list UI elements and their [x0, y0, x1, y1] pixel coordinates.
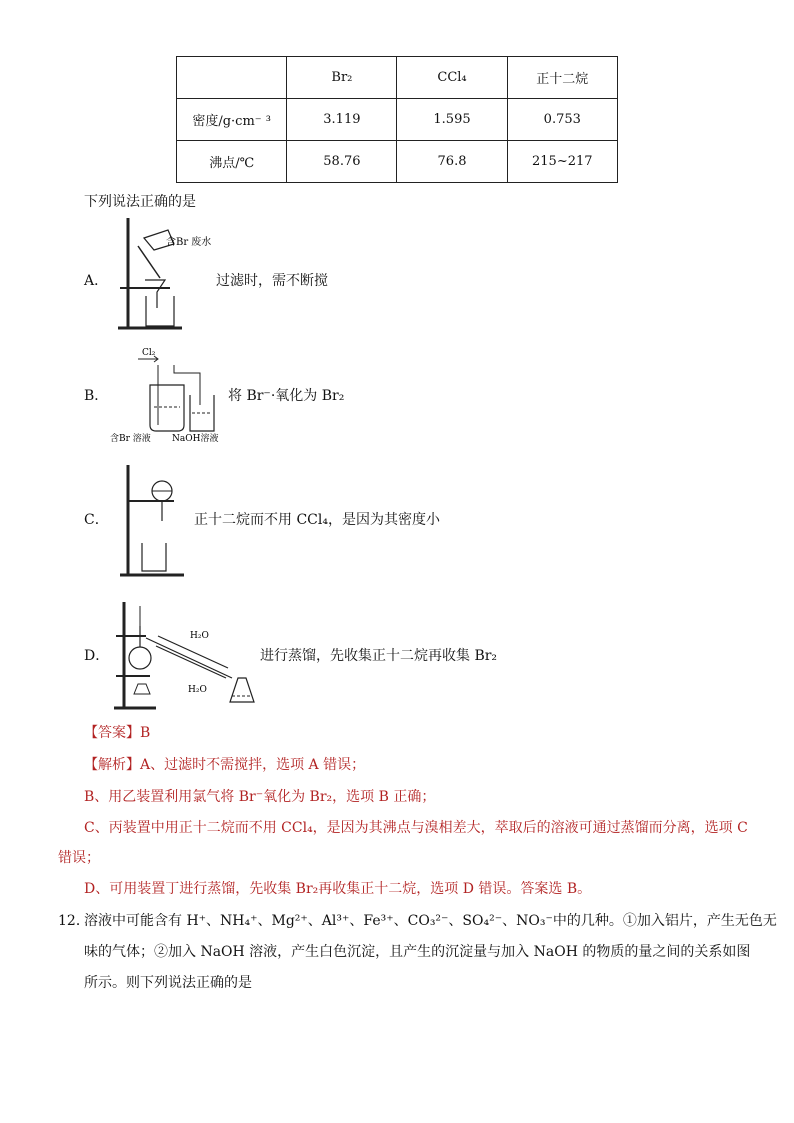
analysis-line-4: D、可用装置丁进行蒸馏，先收集 Br₂再收集正十二烷，选项 D 错误。答案选 B。 [84, 881, 592, 897]
option-a-text: 过滤时，需不断搅 [216, 273, 328, 289]
question-prompt: 下列说法正确的是 [84, 194, 196, 210]
table-cell: Br₂ [287, 57, 397, 99]
table-cell: 沸点/℃ [177, 141, 287, 183]
table-cell: 76.8 [397, 141, 507, 183]
fig-b-right-label: NaOH溶液 [172, 434, 219, 444]
table-cell: 1.595 [397, 99, 507, 141]
table-cell: CCl₄ [397, 57, 507, 99]
fig-b-left-label: 含Br 溶液 [110, 434, 151, 444]
table-cell: 密度/g·cm⁻ ³ [177, 99, 287, 141]
question-12-line-2: 味的气体；②加入 NaOH 溶液，产生白色沉淀，且产生的沉淀量与加入 NaOH 的物质的量之间的关系如图 [84, 944, 751, 960]
table-row [177, 141, 618, 183]
option-d-text: 进行蒸馏，先收集正十二烷再收集 Br₂ [260, 648, 498, 664]
filtration-apparatus-figure [110, 218, 220, 333]
table-cell: 3.119 [287, 99, 397, 141]
table-cell: 0.753 [507, 99, 617, 141]
option-c-label: C． [84, 512, 109, 528]
table-cell: 215~217 [507, 141, 617, 183]
option-c-text: 正十二烷而不用 CCl₄，是因为其密度小 [194, 512, 440, 528]
analysis-line-2: B、用乙装置利用氯气将 Br⁻氧化为 Br₂，选项 B 正确； [84, 789, 436, 805]
answer-line: 【答案】B [84, 725, 151, 741]
oxidation-apparatus-figure [110, 345, 228, 445]
option-a-label: A． [84, 273, 109, 289]
table-cell [177, 57, 287, 99]
analysis-line-3b: 错误； [58, 850, 100, 866]
fig-a-label: 含Br 废水 [166, 237, 212, 248]
table-cell: 58.76 [287, 141, 397, 183]
fig-d-h2o-top-label: H₂O [190, 631, 209, 641]
question-12-line-1: 溶液中可能含有 H⁺、NH₄⁺、Mg²⁺、Al³⁺、Fe³⁺、CO₃²⁻、SO₄²⁻、NO₃⁻中的几种。①加入铝片，产生无色无 [84, 913, 777, 929]
option-d-label: D． [84, 648, 110, 664]
separatory-funnel-figure [118, 465, 188, 580]
question-12-number: 12． [58, 913, 90, 929]
option-b-text: 将 Br⁻·氧化为 Br₂ [228, 388, 345, 404]
question-12-line-3: 所示。则下列说法正确的是 [84, 975, 252, 991]
table-row [177, 99, 618, 141]
distillation-apparatus-figure [110, 598, 260, 713]
table-header-row [177, 57, 618, 99]
fig-d-h2o-bottom-label: H₂O [188, 685, 207, 695]
analysis-line-1: 【解析】A、过滤时不需搅拌，选项 A 错误； [84, 757, 366, 773]
fig-b-cl2-label: Cl₂ [142, 348, 156, 358]
property-table [176, 56, 618, 183]
analysis-line-3a: C、丙装置中用正十二烷而不用 CCl₄，是因为其沸点与溴相差大，萃取后的溶液可通过蒸馏而分离，选项 C [84, 820, 748, 836]
option-b-label: B． [84, 388, 109, 404]
table-cell: 正十二烷 [507, 57, 617, 99]
